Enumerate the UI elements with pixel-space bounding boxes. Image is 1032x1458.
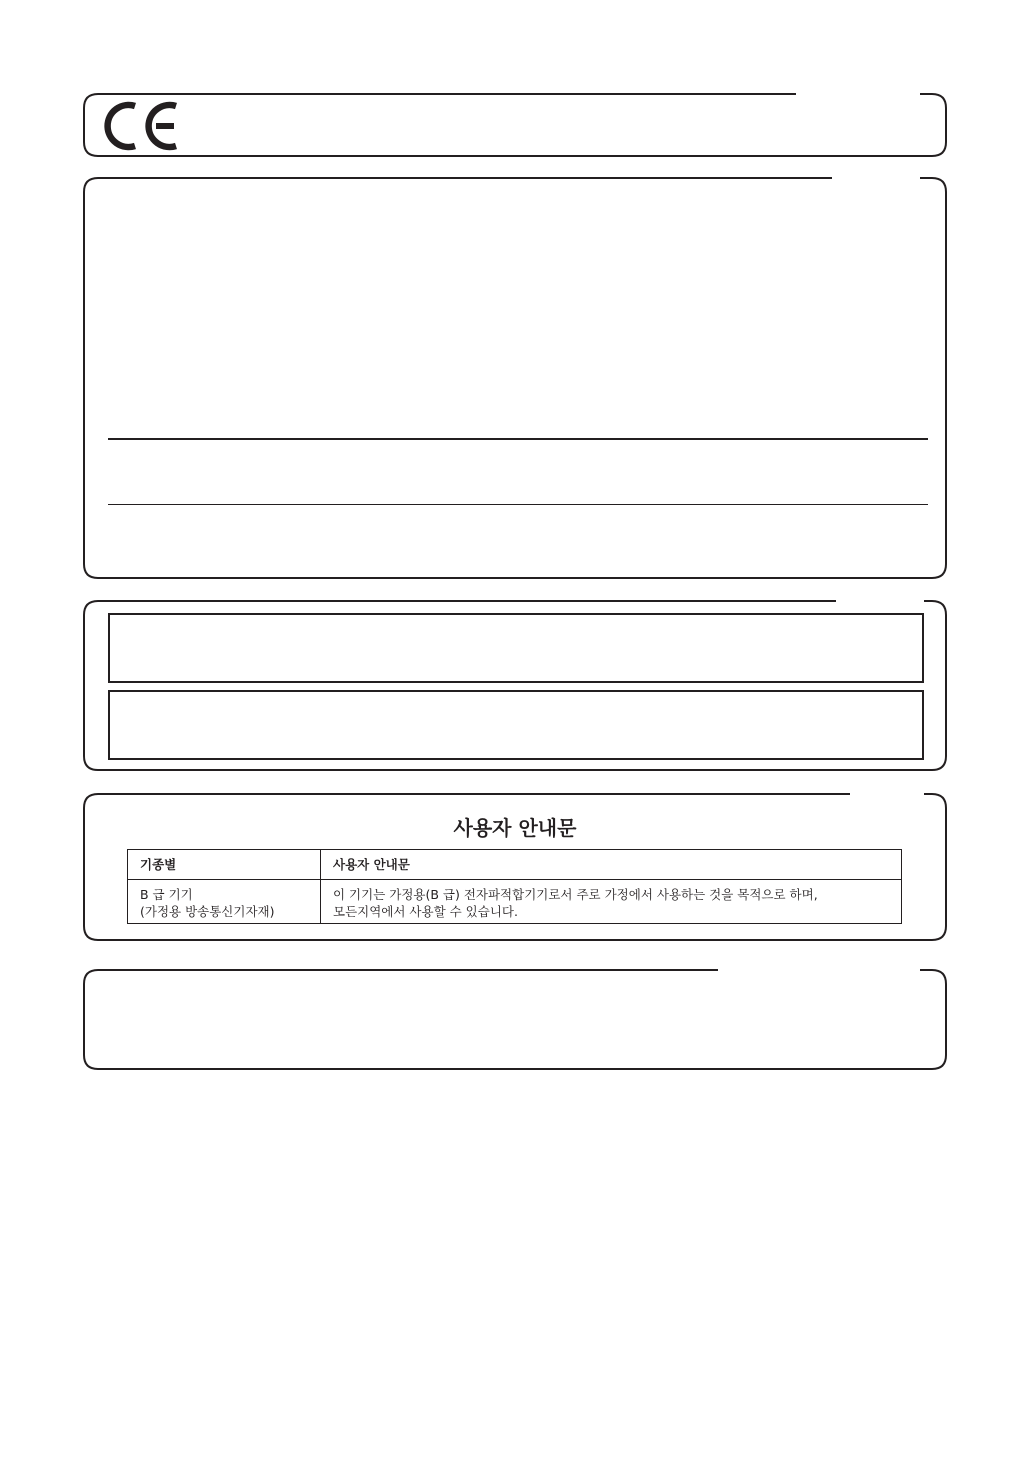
korean-notice-panel (82, 792, 948, 942)
device-class-line-1: B 급 기기 (140, 887, 193, 902)
regulatory-panel-frame (82, 176, 948, 580)
user-notice-line-1: 이 기기는 가정용(B 급) 전자파적합기기로서 주로 가정에서 사용하는 것을 목적으로 하며, (333, 887, 818, 902)
table-header-row (128, 850, 902, 880)
ce-mark-icon (104, 97, 180, 153)
empty-panel (82, 968, 948, 1071)
device-class-line-2: (가정용 방송통신기자재) (140, 904, 275, 919)
notice-table (127, 849, 902, 924)
table-cell-device-class (128, 880, 321, 924)
section-divider-thin (108, 504, 928, 505)
notice-title: 사용자 안내문 (453, 816, 577, 840)
table-header-user-notice: 사용자 안내문 (321, 850, 902, 880)
notice-box-2 (108, 690, 924, 760)
empty-panel-frame (82, 968, 948, 1071)
section-divider-thick (108, 438, 928, 440)
regulatory-panel (82, 176, 948, 580)
ce-panel-frame (82, 92, 948, 158)
boxed-notice-panel (82, 599, 948, 772)
table-cell-user-notice (321, 880, 902, 924)
user-notice-line-2: 모든지역에서 사용할 수 있습니다. (333, 904, 518, 919)
table-row (128, 880, 902, 924)
ce-panel (82, 92, 948, 158)
table-header-device-class: 기종별 (128, 850, 321, 880)
notice-box-1 (108, 613, 924, 683)
